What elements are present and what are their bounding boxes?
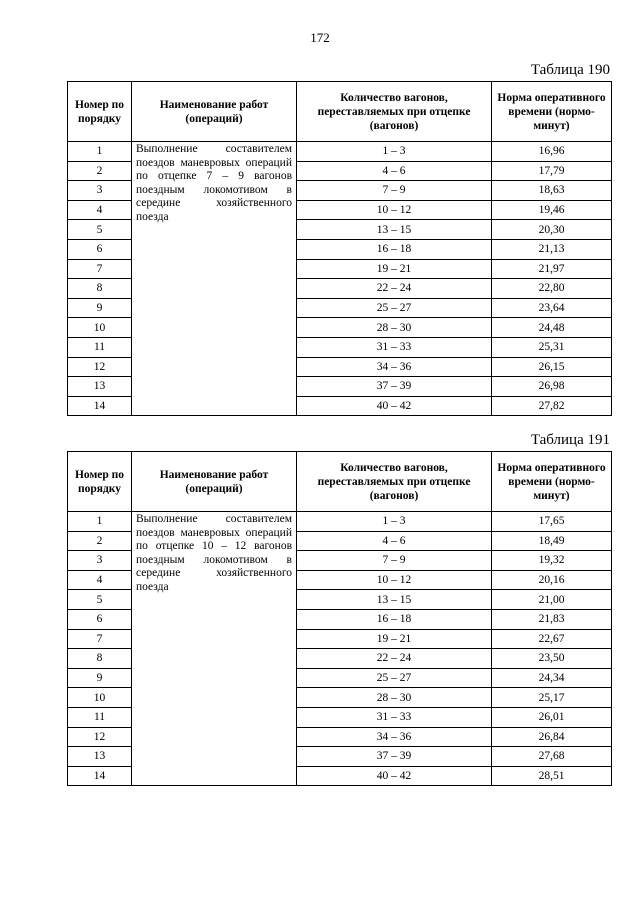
row-number-cell: 1 <box>68 142 132 162</box>
norm-time-cell: 21,00 <box>492 590 612 610</box>
wagons-range-cell: 31 – 33 <box>297 707 492 727</box>
norm-time-cell: 16,96 <box>492 142 612 162</box>
header-norm: Норма оперативного времени (нормо-минут) <box>492 452 612 512</box>
wagons-range-cell: 28 – 30 <box>297 318 492 338</box>
header-number: Номер по порядку <box>68 452 132 512</box>
row-number-cell: 2 <box>68 531 132 551</box>
norm-time-cell: 22,67 <box>492 629 612 649</box>
wagons-range-cell: 16 – 18 <box>297 239 492 259</box>
wagons-range-cell: 7 – 9 <box>297 181 492 201</box>
norm-time-cell: 17,65 <box>492 512 612 532</box>
wagons-range-cell: 19 – 21 <box>297 629 492 649</box>
row-number-cell: 9 <box>68 298 132 318</box>
norm-time-cell: 21,97 <box>492 259 612 279</box>
norm-time-cell: 17,79 <box>492 161 612 181</box>
row-number-cell: 3 <box>68 551 132 571</box>
row-number-cell: 7 <box>68 629 132 649</box>
wagons-range-cell: 16 – 18 <box>297 609 492 629</box>
norm-time-cell: 27,68 <box>492 747 612 767</box>
norm-time-cell: 18,49 <box>492 531 612 551</box>
norm-time-cell: 20,16 <box>492 570 612 590</box>
header-wagons: Количество вагонов, переставляемых при отцепке (вагонов) <box>297 82 492 142</box>
wagons-range-cell: 22 – 24 <box>297 649 492 669</box>
row-number-cell: 10 <box>68 688 132 708</box>
row-number-cell: 14 <box>68 396 132 416</box>
header-operation: Наименование работ (операций) <box>132 452 297 512</box>
table-191-caption: Таблица 191 <box>530 432 610 448</box>
row-number-cell: 13 <box>68 377 132 397</box>
row-number-cell: 5 <box>68 220 132 240</box>
norm-time-cell: 26,15 <box>492 357 612 377</box>
row-number-cell: 5 <box>68 590 132 610</box>
wagons-range-cell: 1 – 3 <box>297 512 492 532</box>
wagons-range-cell: 13 – 15 <box>297 220 492 240</box>
wagons-range-cell: 25 – 27 <box>297 298 492 318</box>
row-number-cell: 3 <box>68 181 132 201</box>
norm-table-190 <box>67 81 612 416</box>
row-number-cell: 8 <box>68 649 132 669</box>
wagons-range-cell: 1 – 3 <box>297 142 492 162</box>
row-number-cell: 4 <box>68 200 132 220</box>
wagons-range-cell: 40 – 42 <box>297 396 492 416</box>
wagons-range-cell: 37 – 39 <box>297 747 492 767</box>
norm-time-cell: 24,34 <box>492 668 612 688</box>
wagons-range-cell: 28 – 30 <box>297 688 492 708</box>
wagons-range-cell: 34 – 36 <box>297 727 492 747</box>
row-number-cell: 13 <box>68 747 132 767</box>
wagons-range-cell: 7 – 9 <box>297 551 492 571</box>
norm-time-cell: 26,84 <box>492 727 612 747</box>
table-row <box>68 512 612 532</box>
norm-time-cell: 26,98 <box>492 377 612 397</box>
row-number-cell: 12 <box>68 357 132 377</box>
wagons-range-cell: 4 – 6 <box>297 161 492 181</box>
wagons-range-cell: 34 – 36 <box>297 357 492 377</box>
wagons-range-cell: 10 – 12 <box>297 200 492 220</box>
norm-time-cell: 19,46 <box>492 200 612 220</box>
header-number: Номер по порядку <box>68 82 132 142</box>
norm-time-cell: 25,31 <box>492 337 612 357</box>
row-number-cell: 8 <box>68 279 132 299</box>
row-number-cell: 11 <box>68 707 132 727</box>
norm-time-cell: 23,50 <box>492 649 612 669</box>
wagons-range-cell: 25 – 27 <box>297 668 492 688</box>
row-number-cell: 2 <box>68 161 132 181</box>
row-number-cell: 11 <box>68 337 132 357</box>
norm-time-cell: 21,13 <box>492 239 612 259</box>
header-norm: Норма оперативного времени (нормо-минут) <box>492 82 612 142</box>
norm-time-cell: 21,83 <box>492 609 612 629</box>
norm-time-cell: 20,30 <box>492 220 612 240</box>
row-number-cell: 12 <box>68 727 132 747</box>
wagons-range-cell: 40 – 42 <box>297 766 492 786</box>
row-number-cell: 1 <box>68 512 132 532</box>
wagons-range-cell: 13 – 15 <box>297 590 492 610</box>
header-wagons: Количество вагонов, переставляемых при отцепке (вагонов) <box>297 452 492 512</box>
row-number-cell: 10 <box>68 318 132 338</box>
norm-time-cell: 28,51 <box>492 766 612 786</box>
wagons-range-cell: 19 – 21 <box>297 259 492 279</box>
wagons-range-cell: 22 – 24 <box>297 279 492 299</box>
norm-time-cell: 25,17 <box>492 688 612 708</box>
norm-time-cell: 18,63 <box>492 181 612 201</box>
row-number-cell: 6 <box>68 609 132 629</box>
header-operation: Наименование работ (операций) <box>132 82 297 142</box>
norm-time-cell: 19,32 <box>492 551 612 571</box>
wagons-range-cell: 4 – 6 <box>297 531 492 551</box>
row-number-cell: 9 <box>68 668 132 688</box>
row-number-cell: 6 <box>68 239 132 259</box>
wagons-range-cell: 31 – 33 <box>297 337 492 357</box>
page-number: 172 <box>310 30 330 45</box>
norm-time-cell: 27,82 <box>492 396 612 416</box>
row-number-cell: 4 <box>68 570 132 590</box>
norm-time-cell: 23,64 <box>492 298 612 318</box>
norm-time-cell: 24,48 <box>492 318 612 338</box>
norm-time-cell: 26,01 <box>492 707 612 727</box>
wagons-range-cell: 10 – 12 <box>297 570 492 590</box>
norm-time-cell: 22,80 <box>492 279 612 299</box>
table-row <box>68 142 612 162</box>
norm-table-191 <box>67 451 612 786</box>
wagons-range-cell: 37 – 39 <box>297 377 492 397</box>
row-number-cell: 7 <box>68 259 132 279</box>
table-190-caption: Таблица 190 <box>530 62 610 78</box>
operation-description-cell: Выполнение составителем поездов маневровых операций по отцепке 7 – 9 вагонов поездным локомотивом в середине хозяйственного поезда <box>132 142 297 416</box>
row-number-cell: 14 <box>68 766 132 786</box>
operation-description-cell: Выполнение составителем поездов маневровых операций по отцепке 10 – 12 вагонов поездным локомотивом в середине хозяйственного поезда <box>132 512 297 786</box>
